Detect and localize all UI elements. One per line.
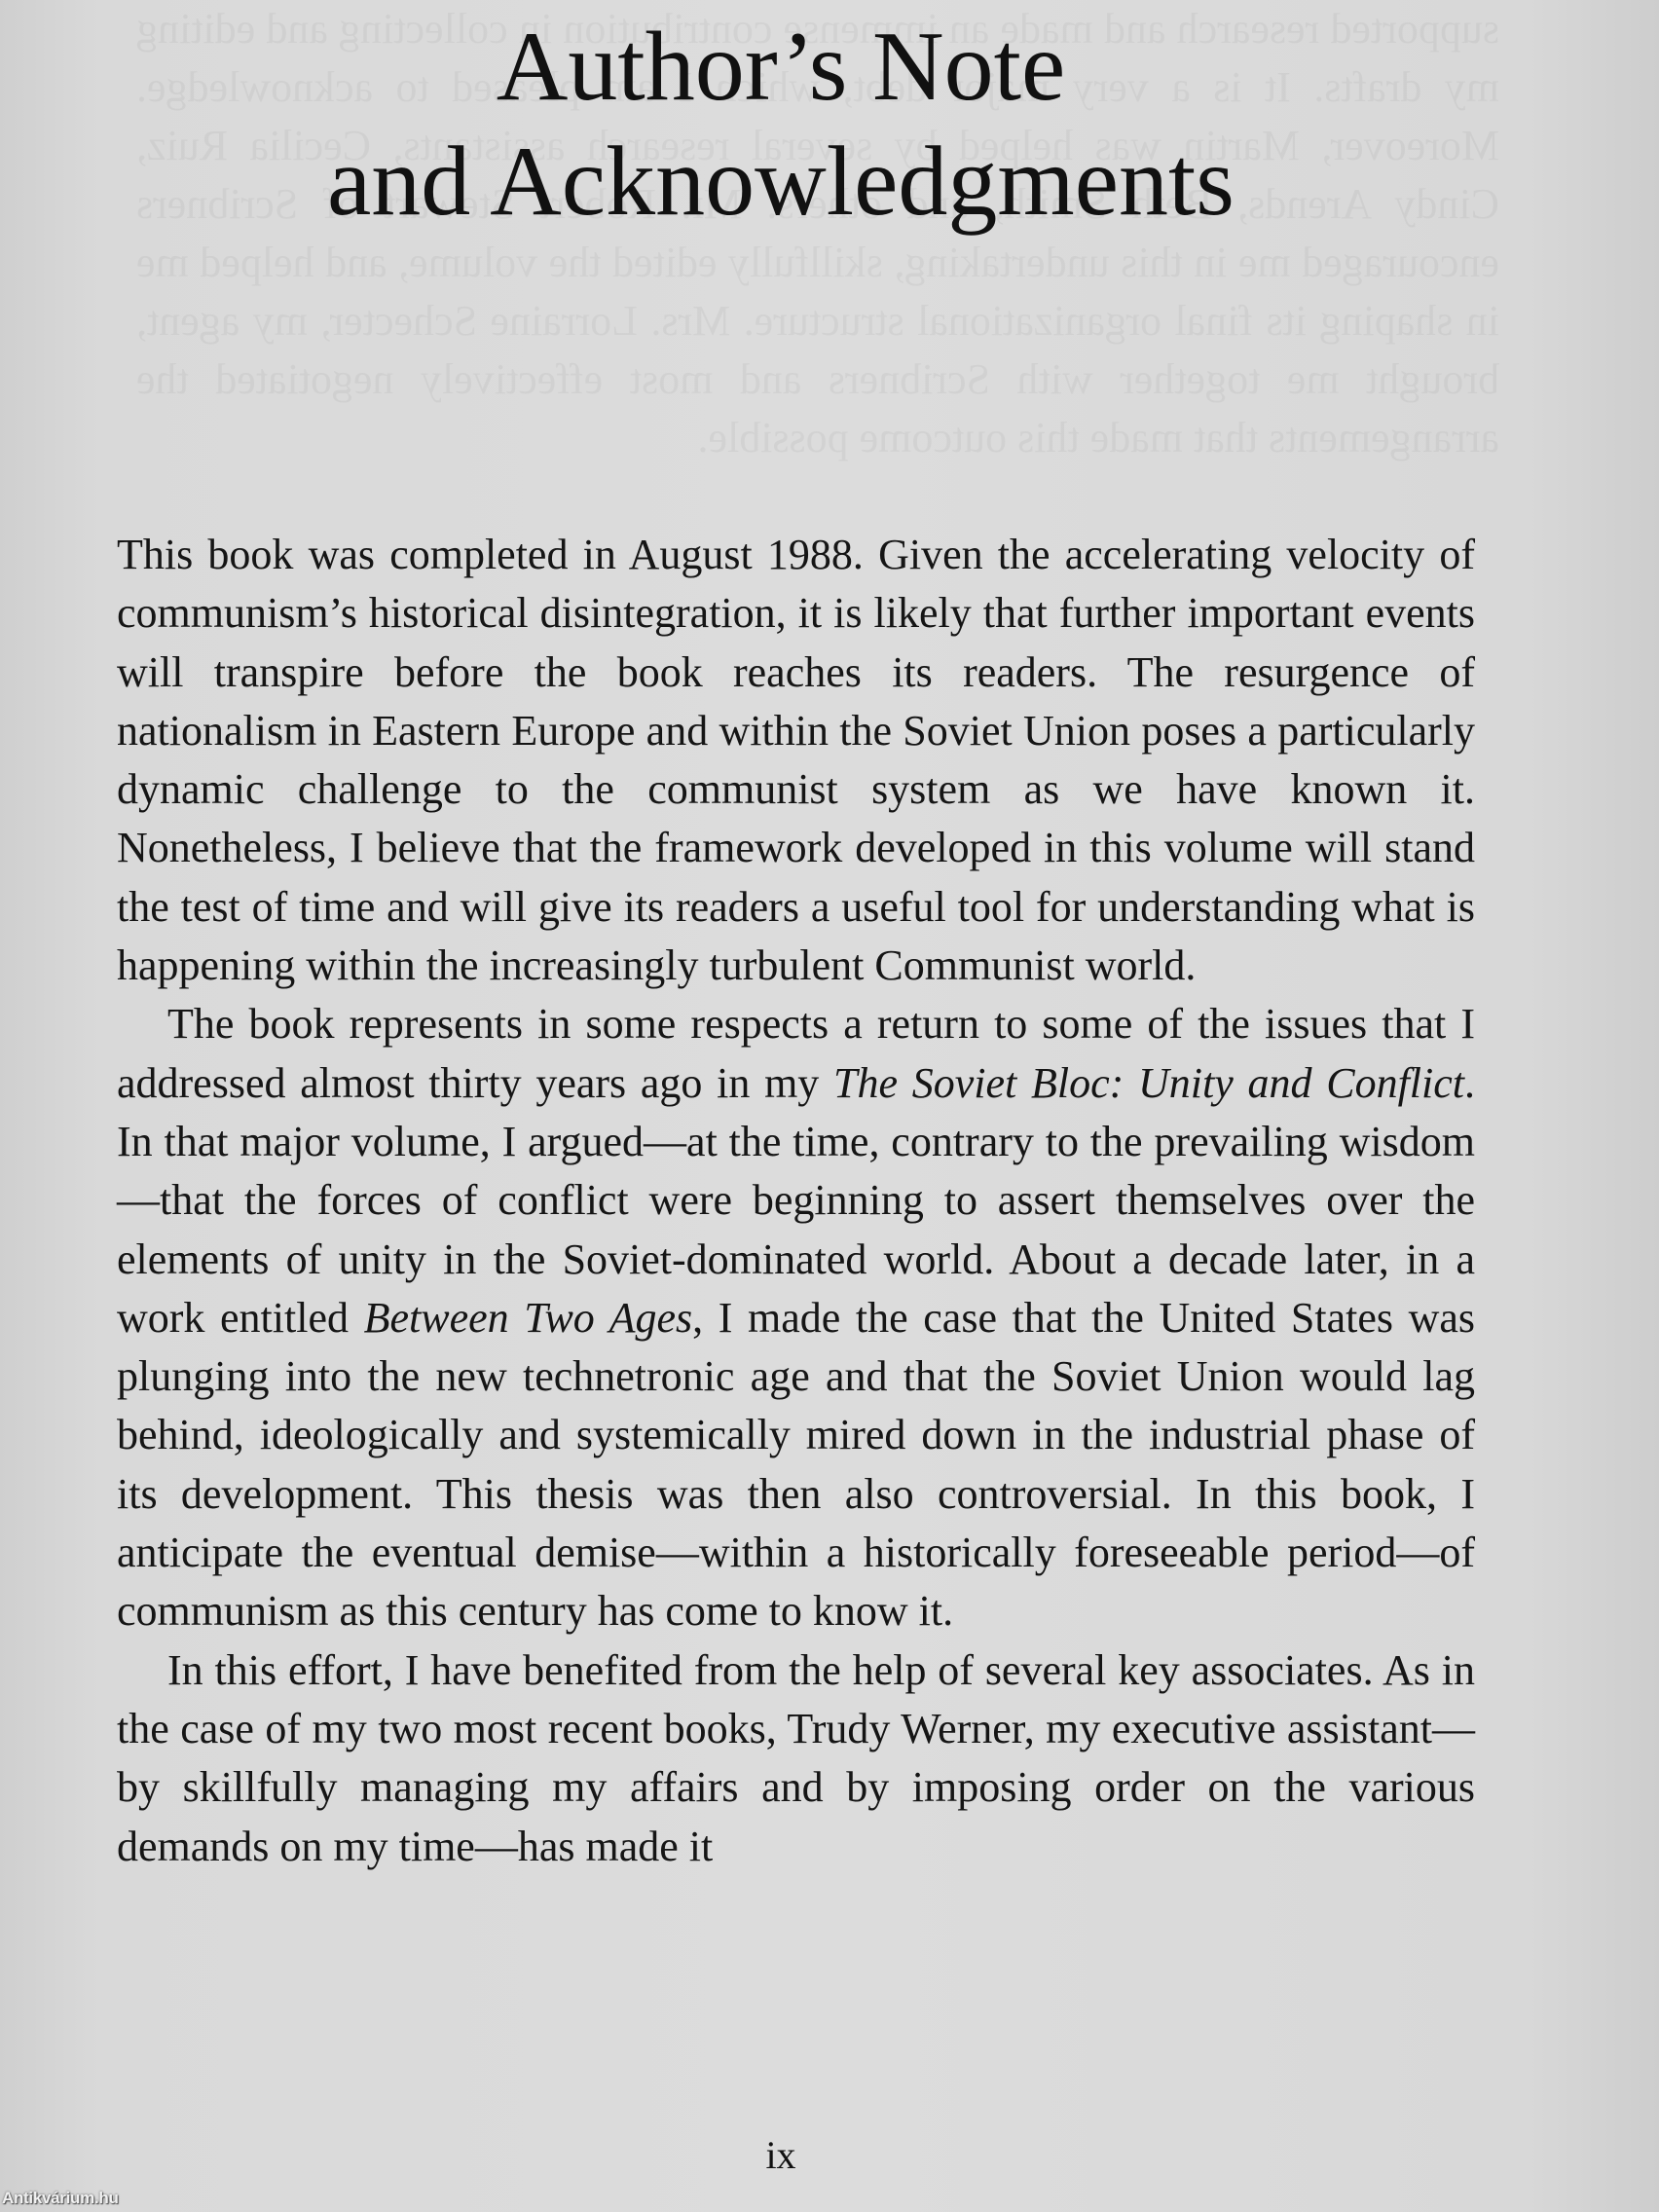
paragraph-2 [117,995,1475,1641]
body-text [117,526,1475,1876]
book-title-soviet-bloc: The Soviet Bloc: Unity and Conflict [833,1058,1464,1107]
page-number: ix [765,2133,796,2177]
watermark-logo: Antikvárium.hu [2,2189,119,2207]
paragraph-3 [117,1641,1475,1876]
book-title-between-two-ages: Between Two Ages [363,1293,693,1342]
paragraph-2-text-a: The book represents in some respects a return to some of the issues that I addressed almost thirty years ago in my [117,1000,1475,1107]
title-line-2: and Acknowledgments [327,127,1235,237]
paragraph-2-text-b: . In that major volume, I argued—at the time, contrary to the prevailing wisdom—that the forces of conflict were beginning to assert themselves over the elements of unity in the Soviet-dominated world. About a decade later, in a work entitled [117,1058,1475,1342]
paragraph-3-text: In this effort, I have benefited from the help of several key associates. As in the case of my two most recent books, Trudy Werner, my executive assistant—by skillfully managing my affairs and by imposing order on the various demands on my time—has made it [117,1645,1475,1870]
paragraph-1-text: This book was completed in August 1988. Given the accelerating velocity of communism’s historical disintegration, it is likely that further important events will transpire before the book reaches its readers. The resurgence of nationalism in Eastern Europe and within the Soviet Union poses a particularly dynamic challenge to the communist system as we have known it. Nonetheless, I believe that the framework developed in this volume will stand the test of time and will give its readers a useful tool for understanding what is happening within the increasingly turbulent Communist world. [117,531,1475,990]
paragraph-1 [117,526,1475,995]
title-line-1: Author’s Note [496,12,1066,122]
page-title [0,10,1562,240]
paragraph-2-text-c: , I made the case that the United States was plunging into the new technetronic age and that the Soviet Union would lag behind, ideologically and systemically mired down in the industrial phase of its development. This thesis was then also controversial. In this book, I anticipate the eventual demise—within a historically foreseeable period—of communism as this century has come to know it. [117,1293,1476,1636]
